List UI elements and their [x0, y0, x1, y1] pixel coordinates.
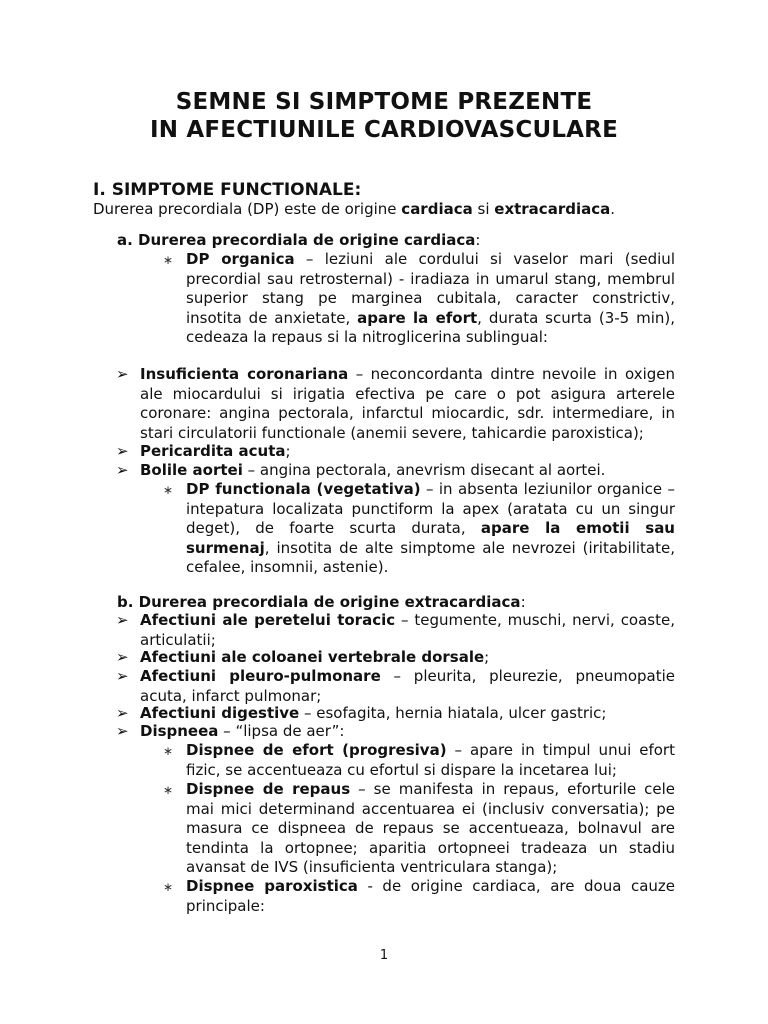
- page-number: 1: [379, 948, 389, 963]
- subsection-b-tail: :: [520, 593, 526, 611]
- arrow-bullet-icon: ➢: [116, 442, 129, 460]
- pericardita-term: Pericardita acuta: [140, 442, 286, 460]
- insuficienta-item: [140, 365, 675, 443]
- arrow-bullet-icon: ➢: [116, 667, 129, 685]
- intro-conj: si: [472, 200, 495, 218]
- afectiuni-coloana-text: ;: [484, 648, 490, 666]
- arrow-bullet-icon: ➢: [116, 365, 129, 383]
- afectiuni-digestive-term: Afectiuni digestive: [140, 704, 300, 722]
- star-bullet-icon: ∗: [163, 783, 174, 797]
- dp-organica-term: DP organica: [186, 250, 295, 268]
- afectiuni-toracic-text: – tegumente, muschi, nervi, coaste, articulatii;: [140, 611, 675, 649]
- dispneea-term: Dispneea: [140, 722, 219, 740]
- intro-paragraph: [93, 200, 673, 220]
- star-bullet-icon: ∗: [163, 744, 174, 758]
- dispnee-paroxistica-item: [186, 877, 675, 916]
- dispnee-paroxistica-term: Dispnee paroxistica: [186, 877, 358, 895]
- subsection-b: [117, 593, 677, 613]
- dispnee-efort-term: Dispnee de efort (progresiva): [186, 741, 447, 759]
- intro-term: Durerea precordiala: [93, 200, 243, 218]
- dp-organica-text-2: , durata scurta (3-5 min), cedeaza la repaus si la nitroglicerina sublingual:: [186, 308, 675, 346]
- afectiuni-toracic-item: [140, 611, 675, 650]
- bolile-aortei-item: [140, 461, 675, 481]
- subsection-b-label: b. Durerea precordiala de origine extracardiaca: [117, 593, 521, 611]
- pericardita-text: ;: [285, 442, 291, 460]
- dp-organica-text: – leziuni ale cordului si vaselor mari (sediul precordial sau retrosternal) - iradiaza in umarul stang, membrul superior stang pe marginea cubitala, caracter constrictiv, insotita de anxietate,: [186, 250, 675, 327]
- dp-functionala-text-2: , insotita de alte simptome ale nevrozei (iritabilitate, cefalee, insomnii, astenie).: [186, 538, 675, 576]
- arrow-bullet-icon: ➢: [116, 704, 129, 722]
- bolile-aortei-text: – angina pectorala, anevrism disecant al aortei.: [242, 461, 606, 479]
- afectiuni-coloana-term: Afectiuni ale coloanei vertebrale dorsale: [140, 648, 485, 666]
- intro-extracardiaca: extracardiaca: [494, 200, 611, 218]
- dp-organica-effort: apare la efort: [357, 308, 478, 327]
- page-title-line-2: IN AFECTIUNILE CARDIOVASCULARE: [149, 117, 619, 143]
- dispnee-repaus-text: – se manifesta in repaus, eforturile cele mai mici determinand accentuarea ei (inclusiv conversatia); pe masura ce dispneea de repaus se accentueaza, bolnavul are tendinta la ortopnee; aparitia ortopneei tradeaza un stadiu avansat de IVS (insuficienta ventriculara stanga);: [186, 780, 675, 876]
- star-bullet-icon: ∗: [163, 483, 174, 497]
- dispnee-efort-item: [186, 741, 675, 780]
- dp-functionala-emotii: apare la emotii sau surmenaj: [186, 519, 675, 557]
- arrow-bullet-icon: ➢: [116, 722, 129, 740]
- dp-organica-item: [186, 250, 675, 348]
- arrow-bullet-icon: ➢: [116, 461, 129, 479]
- afectiuni-pleuro-term: Afectiuni pleuro-pulmonare: [140, 667, 381, 685]
- arrow-bullet-icon: ➢: [116, 648, 129, 666]
- afectiuni-pleuro-text: – pleurita, pleurezie, pneumopatie acuta, infarct pulmonar;: [140, 667, 675, 705]
- arrow-bullet-icon: ➢: [116, 611, 129, 629]
- afectiuni-digestive-text: – esofagita, hernia hiatala, ulcer gastric;: [299, 704, 607, 722]
- dp-functionala-item: [186, 480, 675, 578]
- page-title-line-1: SEMNE SI SIMPTOME PREZENTE: [175, 89, 593, 115]
- subsection-a-tail: :: [475, 231, 481, 249]
- dispnee-repaus-term: Dispnee de repaus: [186, 780, 351, 798]
- subsection-a-label: a. Durerea precordiala de origine cardiaca: [117, 231, 476, 249]
- dispnee-efort-text: – apare in timpul unui efort fizic, se accentueaza cu efortul si dispare la incetarea lui;: [186, 741, 675, 779]
- insuficienta-text: – neconcordanta dintre nevoile in oxigen ale miocardului si irigatia efectiva pe care o pot asigura arterele coronare: angina pectorala, infarctul miocardic, sdr. intermediare, in stari circulatorii functionale (anemii severe, tahicardie paroxistica);: [140, 365, 675, 442]
- afectiuni-coloana-item: [140, 648, 675, 668]
- afectiuni-digestive-item: [140, 704, 675, 724]
- afectiuni-pleuro-item: [140, 667, 675, 706]
- intro-period: .: [610, 200, 616, 218]
- dp-functionala-term: DP functionala (vegetativa): [186, 480, 421, 498]
- star-bullet-icon: ∗: [163, 880, 174, 894]
- dispneea-item: [140, 722, 675, 742]
- dispnee-repaus-item: [186, 780, 675, 878]
- dp-functionala-text: – in absenta leziunilor organice – intepatura localizata punctiform la apex (aratata cu un singur deget), de foarte scurta durata,: [186, 480, 675, 537]
- bolile-aortei-term: Bolile aortei: [140, 461, 243, 479]
- pericardita-item: [140, 442, 675, 462]
- subsection-a: [117, 231, 677, 251]
- dispneea-text: – “lipsa de aer”:: [218, 722, 345, 740]
- dispnee-paroxistica-text: - de origine cardiaca, are doua cauze principale:: [186, 877, 675, 915]
- insuficienta-term: Insuficienta coronariana: [140, 365, 349, 383]
- section-heading: I. SIMPTOME FUNCTIONALE:: [93, 180, 362, 200]
- afectiuni-toracic-term: Afectiuni ale peretelui toracic: [140, 611, 396, 629]
- intro-cardiaca: cardiaca: [401, 200, 473, 218]
- star-bullet-icon: ∗: [163, 253, 174, 267]
- intro-text: (DP) este de origine: [242, 200, 402, 218]
